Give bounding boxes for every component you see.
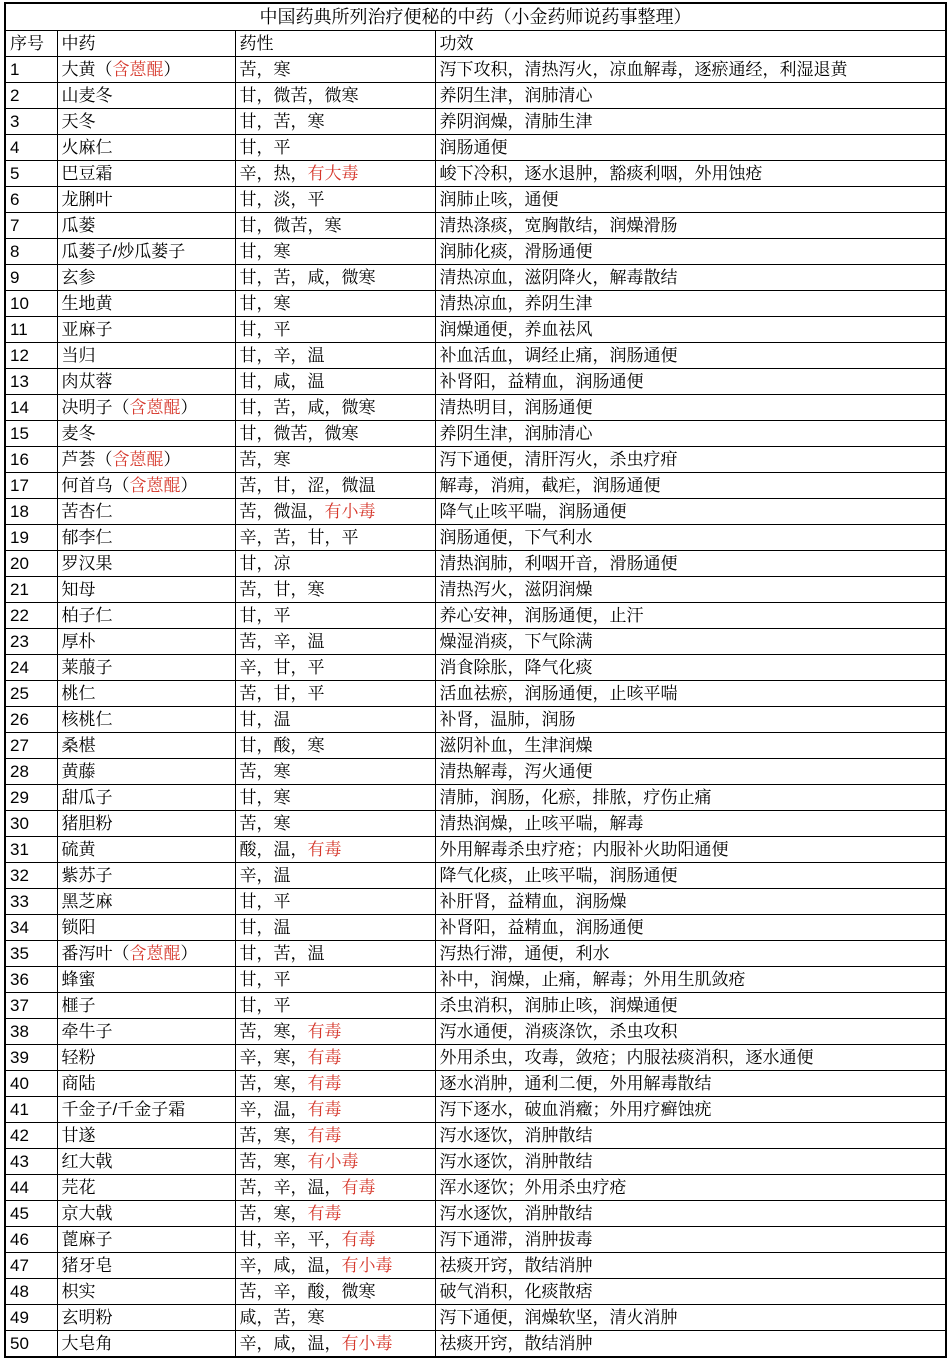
anthraquinone-note: 含蒽醌 — [129, 398, 181, 417]
row-number: 29 — [5, 785, 57, 811]
herb-effect: 解毒，消痈，截疟，润肠通便 — [435, 473, 946, 499]
row-number: 13 — [5, 369, 57, 395]
herb-name: 硫黄 — [57, 837, 235, 863]
herb-name: 京大戟 — [57, 1201, 235, 1227]
table-row — [5, 915, 946, 941]
herb-property: 苦，寒 — [235, 811, 435, 837]
toxicity-note: 有小毒 — [341, 1334, 393, 1353]
herb-name: 榧子 — [57, 993, 235, 1019]
herb-property: 甘，苦，温 — [235, 941, 435, 967]
anthraquinone-note: 含蒽醌 — [129, 944, 181, 963]
row-number: 11 — [5, 317, 57, 343]
column-header-property: 药性 — [235, 31, 435, 57]
herb-property: 苦，寒，有毒 — [235, 1071, 435, 1097]
table-row — [5, 291, 946, 317]
herb-property: 甘，平 — [235, 967, 435, 993]
herb-effect: 清热泻火，滋阴润燥 — [435, 577, 946, 603]
toxicity-note: 有毒 — [307, 1204, 342, 1223]
table-row — [5, 1019, 946, 1045]
table-row — [5, 1045, 946, 1071]
table-row — [5, 473, 946, 499]
table-row — [5, 1253, 946, 1279]
row-number: 38 — [5, 1019, 57, 1045]
table-row — [5, 239, 946, 265]
herb-effect: 补肝肾，益精血，润肠燥 — [435, 889, 946, 915]
herb-effect: 养阴生津，润肺清心 — [435, 421, 946, 447]
row-number: 15 — [5, 421, 57, 447]
row-number: 49 — [5, 1305, 57, 1331]
herb-property: 苦，寒 — [235, 447, 435, 473]
table-row — [5, 447, 946, 473]
herb-name: 龙脷叶 — [57, 187, 235, 213]
herb-property: 甘，苦，寒 — [235, 109, 435, 135]
herb-effect: 杀虫消积，润肺止咳，润燥通便 — [435, 993, 946, 1019]
row-number: 8 — [5, 239, 57, 265]
herb-name: 知母 — [57, 577, 235, 603]
herb-property: 辛，咸，温，有小毒 — [235, 1331, 435, 1358]
page-title: 中国药典所列治疗便秘的中药（小金药师说药事整理） — [5, 3, 946, 31]
herb-property: 苦，辛，酸，微寒 — [235, 1279, 435, 1305]
column-header-effect: 功效 — [435, 31, 946, 57]
herb-name: 商陆 — [57, 1071, 235, 1097]
herb-effect: 泻下通滞，消肿拔毒 — [435, 1227, 946, 1253]
herb-property: 苦，寒，有小毒 — [235, 1149, 435, 1175]
herb-name: 牵牛子 — [57, 1019, 235, 1045]
row-number: 39 — [5, 1045, 57, 1071]
herb-name: 桃仁 — [57, 681, 235, 707]
herb-name: 何首乌（含蒽醌） — [57, 473, 235, 499]
herb-effect: 降气化痰，止咳平喘，润肠通便 — [435, 863, 946, 889]
herb-property: 咸，苦，寒 — [235, 1305, 435, 1331]
row-number: 12 — [5, 343, 57, 369]
herb-name: 猪牙皂 — [57, 1253, 235, 1279]
row-number: 36 — [5, 967, 57, 993]
table-row — [5, 759, 946, 785]
herb-effect: 泻下通便，清肝泻火，杀虫疗疳 — [435, 447, 946, 473]
row-number: 14 — [5, 395, 57, 421]
row-number: 32 — [5, 863, 57, 889]
toxicity-note: 有小毒 — [341, 1256, 393, 1275]
herb-property: 甘，微苦，寒 — [235, 213, 435, 239]
row-number: 16 — [5, 447, 57, 473]
row-number: 50 — [5, 1331, 57, 1358]
herb-effect: 清热凉血，滋阴降火，解毒散结 — [435, 265, 946, 291]
table-row — [5, 941, 946, 967]
herb-property: 甘，温 — [235, 915, 435, 941]
herb-name: 柏子仁 — [57, 603, 235, 629]
toxicity-note: 有毒 — [307, 840, 342, 859]
toxicity-note: 有毒 — [307, 1126, 342, 1145]
herb-effect: 清热凉血，养阴生津 — [435, 291, 946, 317]
herb-property: 苦，甘，涩，微温 — [235, 473, 435, 499]
title-row — [5, 3, 946, 31]
table-row — [5, 811, 946, 837]
row-number: 10 — [5, 291, 57, 317]
herb-effect: 润燥通便，养血祛风 — [435, 317, 946, 343]
herb-effect: 润肠通便 — [435, 135, 946, 161]
herb-property: 甘，淡，平 — [235, 187, 435, 213]
column-header-herb: 中药 — [57, 31, 235, 57]
toxicity-note: 有毒 — [307, 1100, 342, 1119]
row-number: 34 — [5, 915, 57, 941]
herb-effect: 逐水消肿，通利二便，外用解毒散结 — [435, 1071, 946, 1097]
herb-property: 甘，苦，咸，微寒 — [235, 265, 435, 291]
herb-property: 甘，寒 — [235, 291, 435, 317]
herb-effect: 清热涤痰，宽胸散结，润燥滑肠 — [435, 213, 946, 239]
table-row — [5, 135, 946, 161]
row-number: 18 — [5, 499, 57, 525]
row-number: 30 — [5, 811, 57, 837]
row-number: 25 — [5, 681, 57, 707]
herb-effect: 泻水逐饮，消肿散结 — [435, 1123, 946, 1149]
row-number: 42 — [5, 1123, 57, 1149]
table-row — [5, 1175, 946, 1201]
row-number: 20 — [5, 551, 57, 577]
herb-property: 甘，平 — [235, 603, 435, 629]
herb-name: 大黄（含蒽醌） — [57, 57, 235, 83]
herb-property: 甘，寒 — [235, 785, 435, 811]
herb-name: 紫苏子 — [57, 863, 235, 889]
herb-name: 蜂蜜 — [57, 967, 235, 993]
herb-effect: 破气消积，化痰散痞 — [435, 1279, 946, 1305]
herb-effect: 泻水逐饮，消肿散结 — [435, 1201, 946, 1227]
herb-property: 辛，温，有毒 — [235, 1097, 435, 1123]
herb-property: 甘，寒 — [235, 239, 435, 265]
herb-name: 苦杏仁 — [57, 499, 235, 525]
table-row — [5, 889, 946, 915]
herb-effect: 养阴润燥，清肺生津 — [435, 109, 946, 135]
toxicity-note: 有毒 — [341, 1178, 376, 1197]
herb-name: 亚麻子 — [57, 317, 235, 343]
herb-name: 罗汉果 — [57, 551, 235, 577]
toxicity-note: 有毒 — [307, 1074, 342, 1093]
row-number: 23 — [5, 629, 57, 655]
row-number: 24 — [5, 655, 57, 681]
toxicity-note: 有毒 — [341, 1230, 376, 1249]
herb-effect: 泻下逐水，破血消癥；外用疗癣蚀疣 — [435, 1097, 946, 1123]
herb-effect: 泻下攻积，清热泻火，凉血解毒，逐瘀通经，利湿退黄 — [435, 57, 946, 83]
table-row — [5, 967, 946, 993]
toxicity-note: 有毒 — [307, 1022, 342, 1041]
herb-property: 辛，甘，平 — [235, 655, 435, 681]
herb-effect: 祛痰开窍，散结消肿 — [435, 1253, 946, 1279]
table-row — [5, 993, 946, 1019]
herb-property: 甘，平 — [235, 317, 435, 343]
table-row — [5, 83, 946, 109]
herb-effect: 清肺，润肠，化瘀，排脓，疗伤止痛 — [435, 785, 946, 811]
herb-name: 厚朴 — [57, 629, 235, 655]
herb-property: 苦，寒 — [235, 759, 435, 785]
table-row — [5, 551, 946, 577]
herb-property: 辛，咸，温，有小毒 — [235, 1253, 435, 1279]
herb-effect: 补肾阳，益精血，润肠通便 — [435, 369, 946, 395]
herb-name: 玄明粉 — [57, 1305, 235, 1331]
row-number: 2 — [5, 83, 57, 109]
row-number: 44 — [5, 1175, 57, 1201]
herb-effect: 消食除胀，降气化痰 — [435, 655, 946, 681]
herb-name: 蓖麻子 — [57, 1227, 235, 1253]
herb-effect: 峻下冷积，逐水退肿，豁痰利咽，外用蚀疮 — [435, 161, 946, 187]
row-number: 27 — [5, 733, 57, 759]
herb-effect: 清热明目，润肠通便 — [435, 395, 946, 421]
herb-property: 苦，寒，有毒 — [235, 1123, 435, 1149]
herb-effect: 祛痰开窍，散结消肿 — [435, 1331, 946, 1358]
herb-effect: 泻热行滞，通便，利水 — [435, 941, 946, 967]
herb-property: 苦，辛，温，有毒 — [235, 1175, 435, 1201]
herb-property: 酸，温，有毒 — [235, 837, 435, 863]
table-row — [5, 733, 946, 759]
herb-effect: 燥湿消痰，下气除满 — [435, 629, 946, 655]
table-row — [5, 57, 946, 83]
header-row — [5, 31, 946, 57]
herb-name: 锁阳 — [57, 915, 235, 941]
row-number: 35 — [5, 941, 57, 967]
herb-property: 甘，苦，咸，微寒 — [235, 395, 435, 421]
anthraquinone-note: 含蒽醌 — [112, 450, 164, 469]
row-number: 28 — [5, 759, 57, 785]
herb-property: 辛，温 — [235, 863, 435, 889]
herb-name: 决明子（含蒽醌） — [57, 395, 235, 421]
herb-effect: 滋阴补血，生津润燥 — [435, 733, 946, 759]
herb-table — [4, 2, 947, 1358]
herb-name: 郁李仁 — [57, 525, 235, 551]
herb-effect: 养阴生津，润肺清心 — [435, 83, 946, 109]
table-row — [5, 681, 946, 707]
row-number: 5 — [5, 161, 57, 187]
row-number: 31 — [5, 837, 57, 863]
table-row — [5, 109, 946, 135]
herb-effect: 活血祛瘀，润肠通便，止咳平喘 — [435, 681, 946, 707]
row-number: 9 — [5, 265, 57, 291]
herb-effect: 补中，润燥，止痛，解毒；外用生肌敛疮 — [435, 967, 946, 993]
herb-name: 玄参 — [57, 265, 235, 291]
herb-name: 肉苁蓉 — [57, 369, 235, 395]
herb-name: 火麻仁 — [57, 135, 235, 161]
herb-name: 桑椹 — [57, 733, 235, 759]
herb-property: 苦，寒，有毒 — [235, 1201, 435, 1227]
herb-effect: 浑水逐饮；外用杀虫疗疮 — [435, 1175, 946, 1201]
herb-name: 大皂角 — [57, 1331, 235, 1358]
herb-property: 甘，微苦，微寒 — [235, 421, 435, 447]
anthraquinone-note: 含蒽醌 — [129, 476, 181, 495]
herb-name: 瓜蒌 — [57, 213, 235, 239]
table-row — [5, 655, 946, 681]
row-number: 4 — [5, 135, 57, 161]
herb-effect: 润肺止咳，通便 — [435, 187, 946, 213]
herb-property: 甘，酸，寒 — [235, 733, 435, 759]
row-number: 43 — [5, 1149, 57, 1175]
table-row — [5, 837, 946, 863]
herb-name: 甘遂 — [57, 1123, 235, 1149]
herb-property: 辛，寒，有毒 — [235, 1045, 435, 1071]
herb-property: 辛，苦，甘，平 — [235, 525, 435, 551]
table-row — [5, 603, 946, 629]
row-number: 41 — [5, 1097, 57, 1123]
table-row — [5, 343, 946, 369]
table-row — [5, 1149, 946, 1175]
row-number: 6 — [5, 187, 57, 213]
toxicity-note: 有小毒 — [324, 502, 376, 521]
herb-effect: 泻水通便，消痰涤饮，杀虫攻积 — [435, 1019, 946, 1045]
table-row — [5, 1071, 946, 1097]
herb-property: 甘，咸，温 — [235, 369, 435, 395]
herb-name: 轻粉 — [57, 1045, 235, 1071]
table-row — [5, 1331, 946, 1358]
herb-name: 千金子/千金子霜 — [57, 1097, 235, 1123]
herb-name: 枳实 — [57, 1279, 235, 1305]
anthraquinone-note: 含蒽醌 — [112, 60, 164, 79]
herb-effect: 外用杀虫，攻毒，敛疮；内服祛痰消积，逐水通便 — [435, 1045, 946, 1071]
table-row — [5, 577, 946, 603]
herb-effect: 养心安神，润肠通便，止汗 — [435, 603, 946, 629]
herb-property: 苦，甘，寒 — [235, 577, 435, 603]
toxicity-note: 有毒 — [307, 1048, 342, 1067]
herb-effect: 补肾阳，益精血，润肠通便 — [435, 915, 946, 941]
herb-property: 甘，辛，温 — [235, 343, 435, 369]
herb-name: 红大戟 — [57, 1149, 235, 1175]
herb-name: 黄藤 — [57, 759, 235, 785]
herb-name: 山麦冬 — [57, 83, 235, 109]
herb-property: 苦，甘，平 — [235, 681, 435, 707]
row-number: 40 — [5, 1071, 57, 1097]
herb-effect: 清热解毒，泻火通便 — [435, 759, 946, 785]
herb-name: 芦荟（含蒽醌） — [57, 447, 235, 473]
herb-name: 核桃仁 — [57, 707, 235, 733]
herb-name: 猪胆粉 — [57, 811, 235, 837]
table-row — [5, 1097, 946, 1123]
herb-property: 苦，寒，有毒 — [235, 1019, 435, 1045]
row-number: 3 — [5, 109, 57, 135]
herb-effect: 泻水逐饮，消肿散结 — [435, 1149, 946, 1175]
row-number: 1 — [5, 57, 57, 83]
row-number: 46 — [5, 1227, 57, 1253]
herb-property: 甘，温 — [235, 707, 435, 733]
table-row — [5, 1201, 946, 1227]
herb-property: 苦，辛，温 — [235, 629, 435, 655]
table-row — [5, 421, 946, 447]
herb-property: 苦，寒 — [235, 57, 435, 83]
table-row — [5, 1305, 946, 1331]
row-number: 17 — [5, 473, 57, 499]
herb-effect: 润肺化痰，滑肠通便 — [435, 239, 946, 265]
herb-effect: 清热润肺，利咽开音，滑肠通便 — [435, 551, 946, 577]
table-row — [5, 785, 946, 811]
herb-property: 辛，热，有大毒 — [235, 161, 435, 187]
herb-effect: 外用解毒杀虫疗疮；内服补火助阳通便 — [435, 837, 946, 863]
herb-name: 番泻叶（含蒽醌） — [57, 941, 235, 967]
herb-name: 巴豆霜 — [57, 161, 235, 187]
herb-name: 莱菔子 — [57, 655, 235, 681]
row-number: 47 — [5, 1253, 57, 1279]
row-number: 33 — [5, 889, 57, 915]
row-number: 21 — [5, 577, 57, 603]
table-row — [5, 863, 946, 889]
herb-property: 甘，微苦，微寒 — [235, 83, 435, 109]
table-row — [5, 161, 946, 187]
herb-effect: 补肾，温肺，润肠 — [435, 707, 946, 733]
table-row — [5, 265, 946, 291]
herb-property: 甘，凉 — [235, 551, 435, 577]
herb-property: 甘，平 — [235, 993, 435, 1019]
table-row — [5, 499, 946, 525]
row-number: 45 — [5, 1201, 57, 1227]
table-row — [5, 1279, 946, 1305]
toxicity-note: 有小毒 — [307, 1152, 359, 1171]
row-number: 22 — [5, 603, 57, 629]
herb-property: 苦，微温，有小毒 — [235, 499, 435, 525]
toxicity-note: 有大毒 — [307, 164, 359, 183]
table-row — [5, 395, 946, 421]
herb-name: 天冬 — [57, 109, 235, 135]
herb-name: 生地黄 — [57, 291, 235, 317]
herb-name: 甜瓜子 — [57, 785, 235, 811]
table-row — [5, 1123, 946, 1149]
table-row — [5, 1227, 946, 1253]
table-row — [5, 317, 946, 343]
herb-name: 瓜蒌子/炒瓜蒌子 — [57, 239, 235, 265]
herb-name: 当归 — [57, 343, 235, 369]
row-number: 48 — [5, 1279, 57, 1305]
herb-effect: 降气止咳平喘，润肠通便 — [435, 499, 946, 525]
herb-effect: 清热润燥，止咳平喘，解毒 — [435, 811, 946, 837]
herb-name: 黑芝麻 — [57, 889, 235, 915]
table-row — [5, 707, 946, 733]
row-number: 19 — [5, 525, 57, 551]
column-header-number: 序号 — [5, 31, 57, 57]
herb-property: 甘，辛，平，有毒 — [235, 1227, 435, 1253]
herb-name: 麦冬 — [57, 421, 235, 447]
table-row — [5, 525, 946, 551]
row-number: 7 — [5, 213, 57, 239]
herb-property: 甘，平 — [235, 135, 435, 161]
herb-property: 甘，平 — [235, 889, 435, 915]
row-number: 26 — [5, 707, 57, 733]
herb-name: 芫花 — [57, 1175, 235, 1201]
table-row — [5, 213, 946, 239]
row-number: 37 — [5, 993, 57, 1019]
herb-table-body — [5, 57, 946, 1358]
herb-effect: 泻下通便，润燥软坚，清火消肿 — [435, 1305, 946, 1331]
herb-effect: 润肠通便，下气利水 — [435, 525, 946, 551]
table-row — [5, 629, 946, 655]
table-row — [5, 369, 946, 395]
herb-effect: 补血活血，调经止痛，润肠通便 — [435, 343, 946, 369]
table-row — [5, 187, 946, 213]
